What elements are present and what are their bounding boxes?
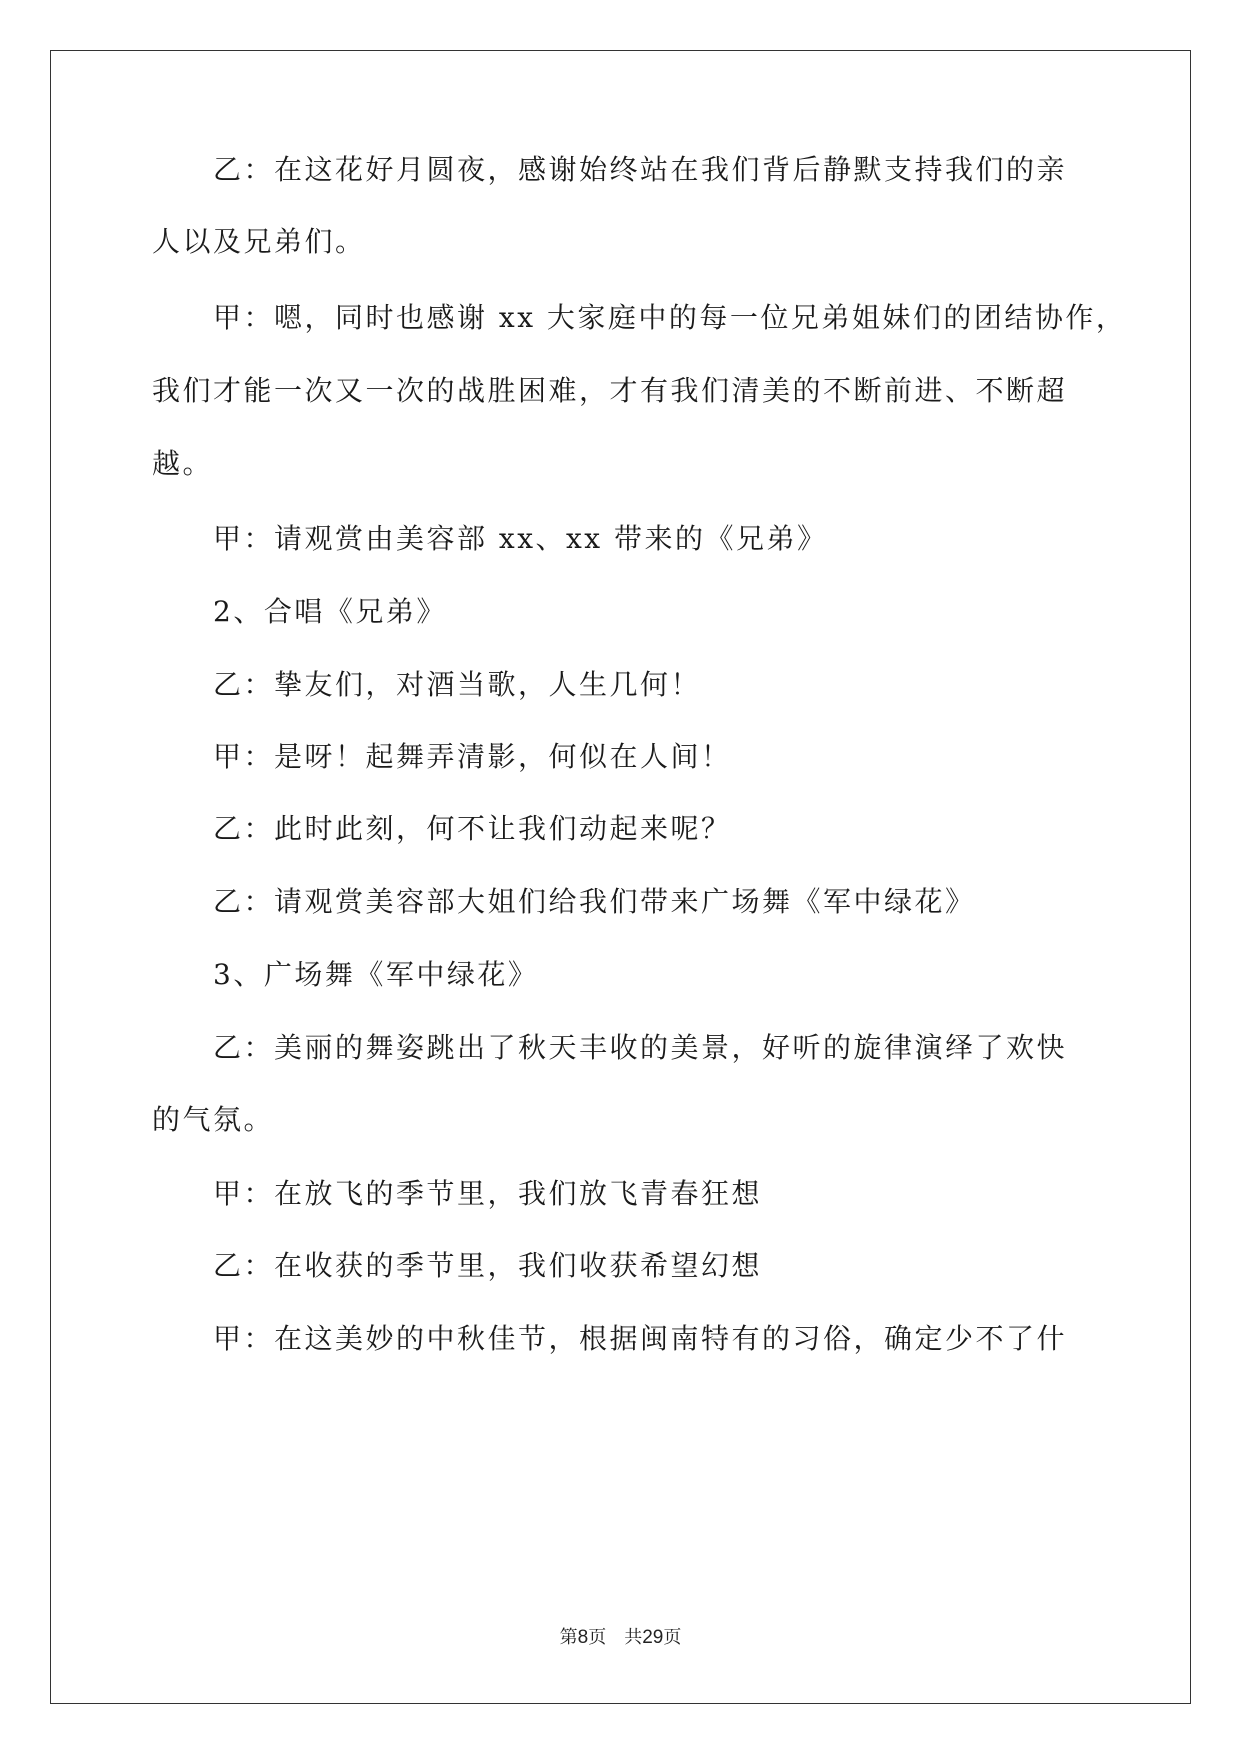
text-line: 甲：嗯，同时也感谢 xx 大家庭中的每一位兄弟姐妹们的团结协作， [152,301,1127,334]
footer-prefix: 第 [559,1627,578,1648]
footer-total-prefix: 共 [624,1627,643,1648]
text-line: 乙：挚友们，对酒当歌，人生几何！ [152,668,702,701]
text-line: 乙：此时此刻，何不让我们动起来呢？ [152,812,732,845]
page-footer [0,1626,1241,1650]
text-line: 3、广场舞《军中绿花》 [152,958,539,991]
text-line: 甲：是呀！起舞弄清影，何似在人间！ [152,740,732,773]
footer-page-word: 页 [588,1627,607,1648]
text-line: 甲：在这美妙的中秋佳节，根据闽南特有的习俗，确定少不了什 [152,1322,1068,1355]
text-line: 2、合唱《兄弟》 [152,595,447,628]
footer-total-suffix: 页 [663,1627,682,1648]
text-line: 乙：美丽的舞姿跳出了秋天丰收的美景，好听的旋律演绎了欢快 [152,1031,1068,1064]
text-line: 甲：请观赏由美容部 xx、xx 带来的《兄弟》 [152,522,828,555]
text-line: 人以及兄弟们。 [152,225,366,258]
current-page-number: 8 [577,1627,589,1648]
text-line: 甲：在放飞的季节里，我们放飞青春狂想 [152,1177,763,1210]
text-line: 乙：请观赏美容部大姐们给我们带来广场舞《军中绿花》 [152,885,976,918]
text-line: 我们才能一次又一次的战胜困难，才有我们清美的不断前进、不断超 [152,374,1068,407]
total-pages-number: 29 [642,1627,664,1648]
text-line: 乙：在收获的季节里，我们收获希望幻想 [152,1249,763,1282]
text-line: 乙：在这花好月圆夜，感谢始终站在我们背后静默支持我们的亲 [152,153,1068,186]
text-line: 的气氛。 [152,1103,275,1136]
text-line: 越。 [152,447,214,480]
